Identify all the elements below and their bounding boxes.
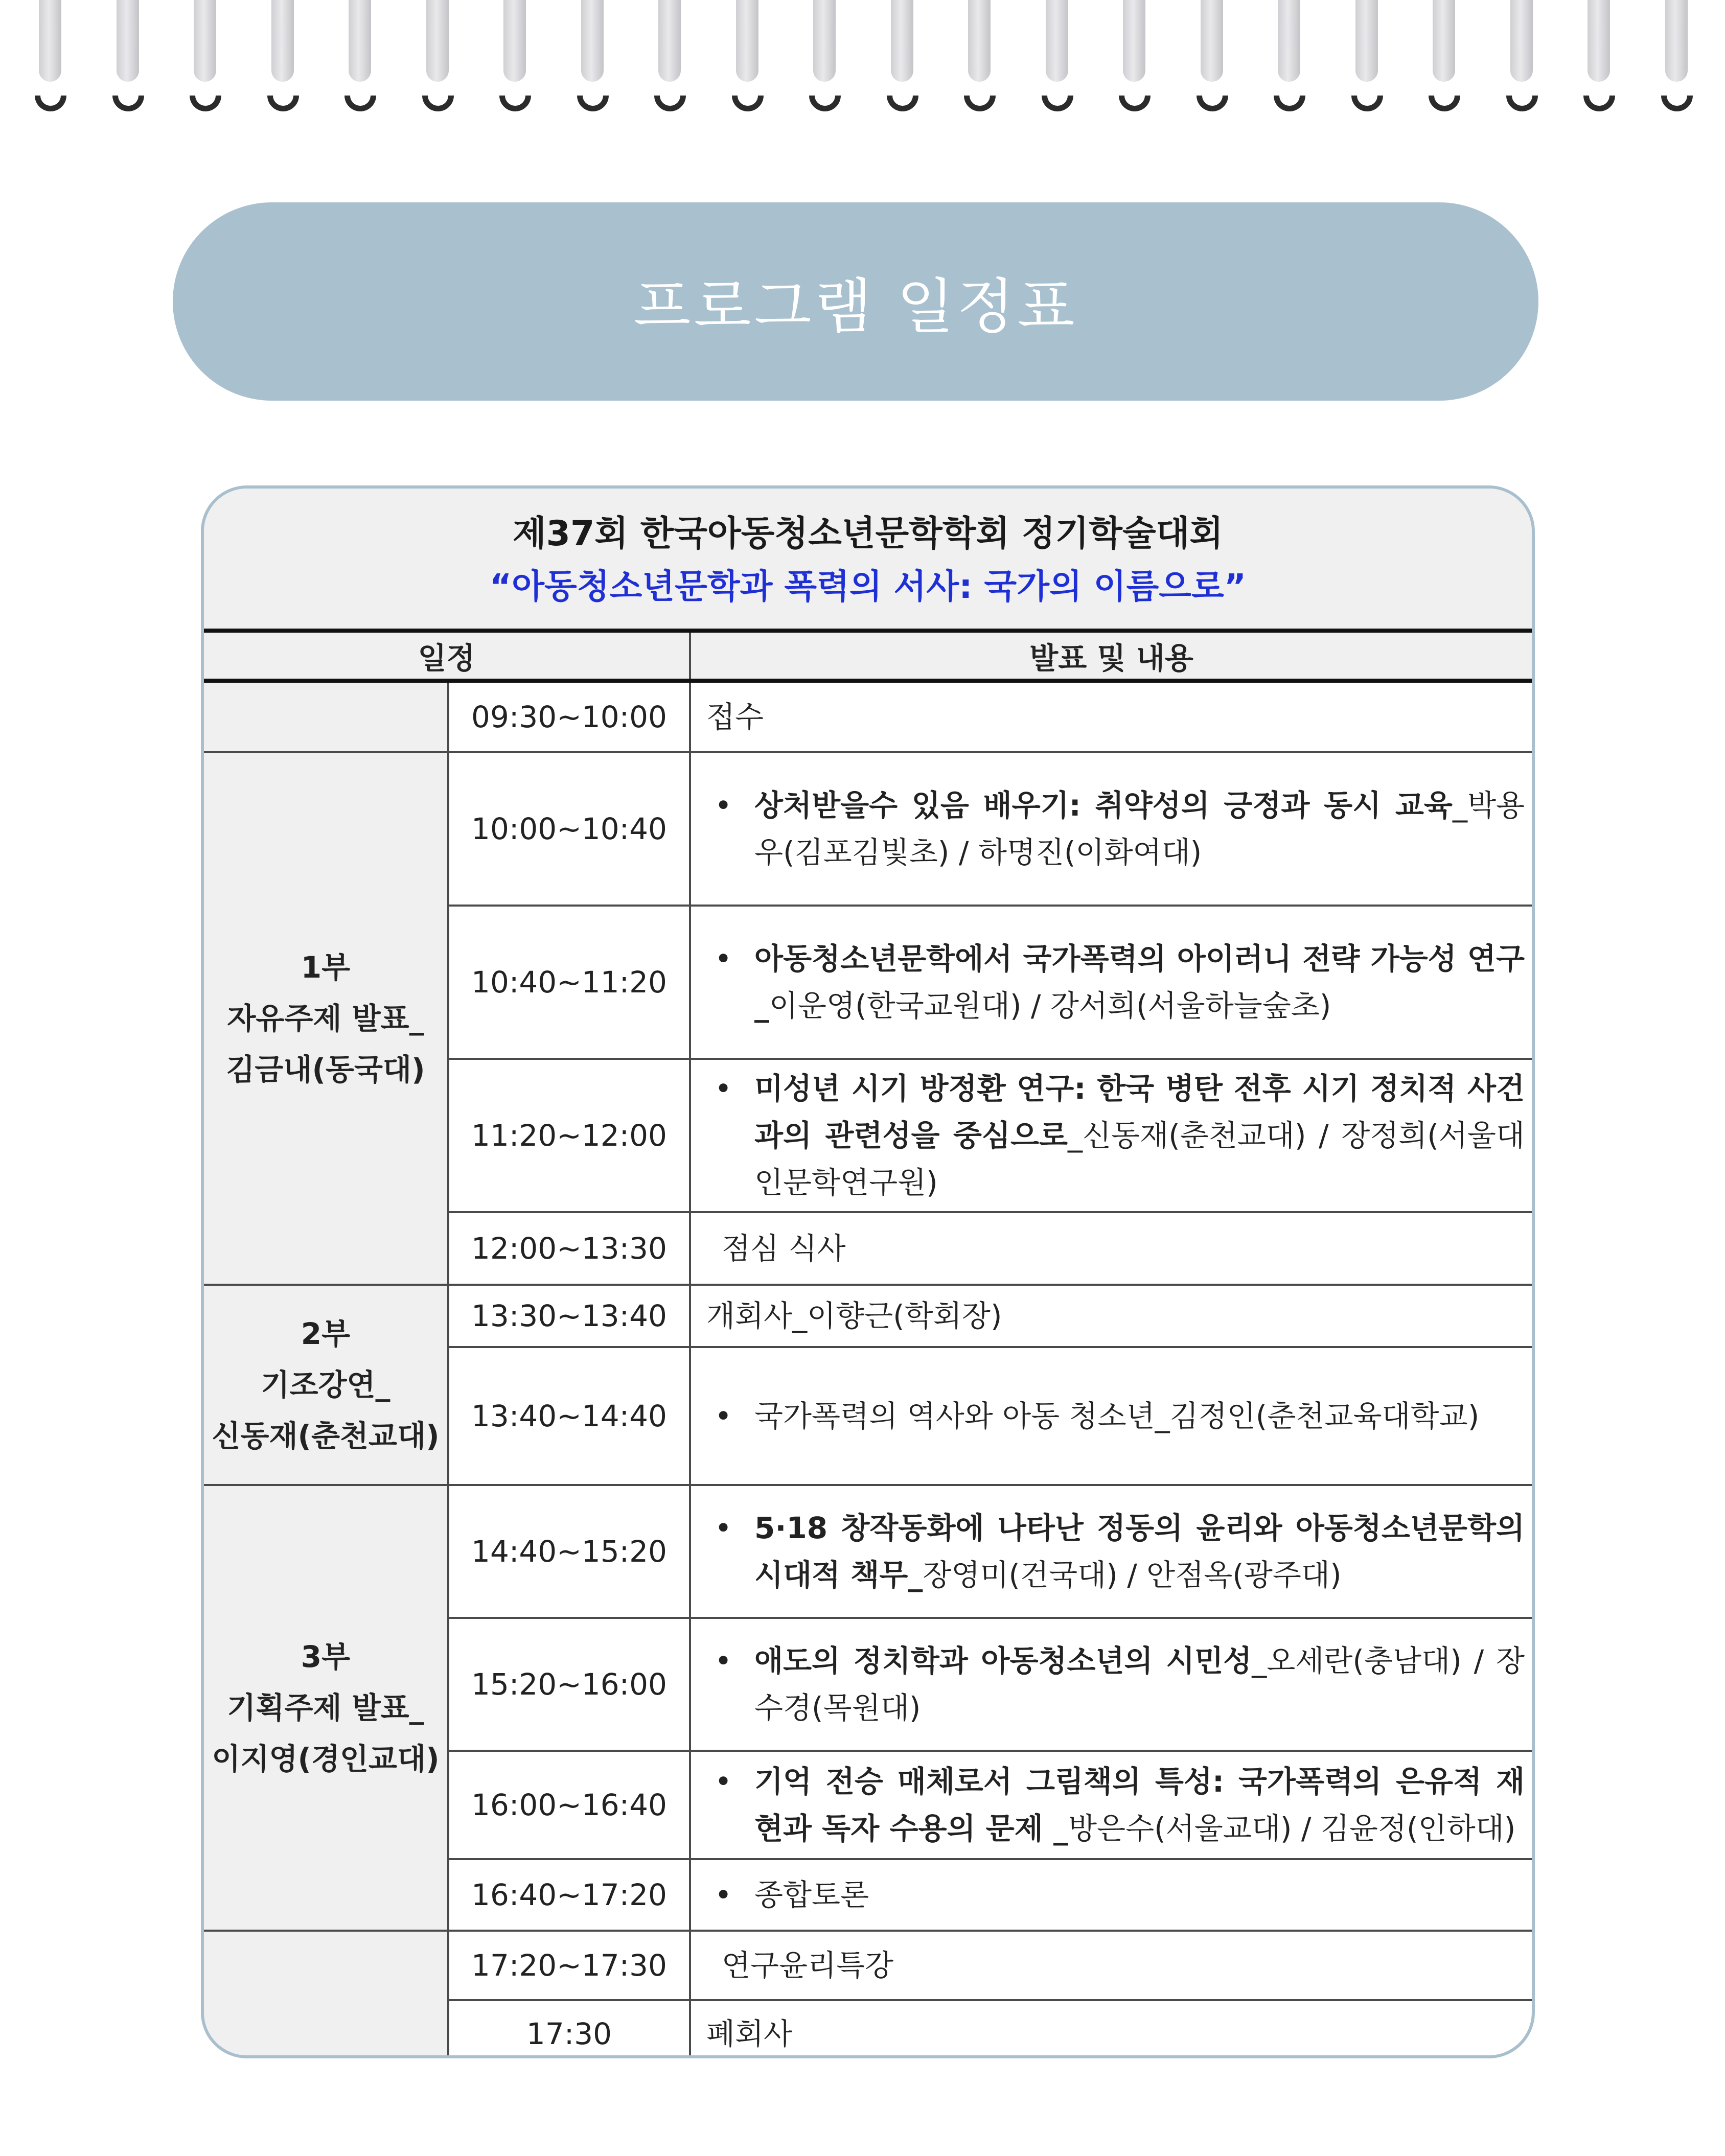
spiral-ring	[1274, 0, 1304, 117]
bullet-icon: •	[715, 1511, 732, 1545]
presenter-text: _박용우(김포김빛초) / 하명진(이화여대)	[754, 788, 1525, 870]
part-chair: 김금내(동국대)	[226, 1052, 425, 1087]
spiral-ring	[1351, 0, 1382, 117]
spiral-ring	[964, 0, 995, 117]
list-item	[706, 782, 1525, 876]
schedule-card	[201, 485, 1535, 2058]
content-cell	[690, 1059, 1532, 1212]
list-item	[706, 1065, 1525, 1206]
content-cell	[690, 752, 1532, 906]
bullet-icon: •	[715, 1399, 732, 1433]
spiral-ring	[809, 0, 840, 117]
part-cell-1	[204, 752, 448, 1285]
part-type: 기획주제 발표_	[227, 1690, 424, 1725]
spiral-ring	[267, 0, 298, 117]
content-cell	[690, 1285, 1532, 1347]
time-cell: 16:40~17:20	[448, 1859, 690, 1931]
time-cell: 09:30~10:00	[448, 681, 690, 752]
spiral-ring	[499, 0, 530, 117]
bullet-icon: •	[715, 1764, 732, 1799]
part-type: 자유주제 발표_	[227, 1001, 424, 1036]
spiral-ring	[577, 0, 608, 117]
presenter-text: 방은수(서울교대) / 김윤정(인하대)	[1068, 1811, 1516, 1846]
spiral-ring	[1506, 0, 1537, 117]
part-cell-empty	[204, 681, 448, 752]
table-row	[204, 1485, 1532, 1618]
time-cell: 17:20~17:30	[448, 1931, 690, 2000]
spiral-ring	[1042, 0, 1072, 117]
content-text: 접수	[706, 700, 764, 734]
spiral-ring	[887, 0, 917, 117]
time-cell: 12:00~13:30	[448, 1212, 690, 1285]
table-row	[204, 681, 1532, 752]
presentation-title: 기억 전승 매체로서 그림책의 특성: 국가폭력의 은유적 재현과 독자 수용의 문제 _	[754, 1764, 1525, 1846]
table-row	[204, 1285, 1532, 1347]
page-title: 프로그램 일정표	[633, 272, 1078, 341]
part-chair: 이지영(경인교대)	[212, 1742, 440, 1776]
content-cell	[690, 1618, 1532, 1751]
presentation-title: 5·18 창작동화에 나타난 정동의 윤리와 아동청소년문학의 시대적 책무_	[754, 1511, 1525, 1592]
header-content: 발표 및 내용	[690, 631, 1532, 681]
list-item	[706, 1758, 1525, 1852]
spiral-ring	[732, 0, 763, 117]
content-text: 점심 식사	[722, 1231, 846, 1266]
content-cell	[690, 906, 1532, 1059]
table-row	[204, 1931, 1532, 2000]
part-chair: 신동재(춘천교대)	[212, 1419, 440, 1453]
presenter-text: 이운영(한국교원대) / 강서희(서울하늘숲초)	[769, 988, 1331, 1023]
content-cell	[690, 1859, 1532, 1931]
presenter-text: _신동재(춘천교대) / 장정희(서울대 인문학연구원)	[754, 1118, 1525, 1200]
content-cell	[690, 1347, 1532, 1485]
schedule-table	[204, 629, 1532, 2058]
time-cell: 11:20~12:00	[448, 1059, 690, 1212]
part-label: 2부	[301, 1316, 351, 1351]
list-item	[706, 935, 1525, 1029]
list-item	[706, 1393, 1525, 1440]
spiral-ring	[1583, 0, 1614, 117]
spiral-ring	[1661, 0, 1692, 117]
header-schedule: 일정	[204, 631, 690, 681]
bullet-icon: •	[715, 941, 732, 976]
content-text: 폐회사	[706, 2016, 793, 2051]
presentation-title: 상처받을수 있음 배우기: 취약성의 긍정과 동시 교육	[754, 788, 1453, 823]
time-cell: 13:30~13:40	[448, 1285, 690, 1347]
conference-title: 제37회 한국아동청소년문학학회 정기학술대회	[512, 514, 1224, 554]
part-cell-2	[204, 1285, 448, 1485]
time-cell: 13:40~14:40	[448, 1347, 690, 1485]
list-item	[706, 1504, 1525, 1598]
conference-theme: “아동청소년문학과 폭력의 서사: 국가의 이름으로”	[489, 567, 1247, 606]
content-cell	[690, 1485, 1532, 1618]
presenter-text: _오세란(충남대) / 장수경(목원대)	[754, 1643, 1525, 1725]
spiral-ring	[1429, 0, 1459, 117]
bullet-icon: •	[715, 1643, 732, 1678]
time-cell: 17:30	[448, 2000, 690, 2058]
spiral-ring	[112, 0, 143, 117]
spiral-binding	[0, 0, 1725, 123]
spiral-ring	[344, 0, 375, 117]
presenter-text: 장영미(건국대) / 안점옥(광주대)	[923, 1558, 1342, 1592]
spiral-ring	[35, 0, 65, 117]
content-cell	[690, 1212, 1532, 1285]
spiral-ring	[1119, 0, 1149, 117]
part-cell-3	[204, 1485, 448, 1931]
spiral-ring	[654, 0, 685, 117]
part-label: 3부	[301, 1639, 351, 1674]
content-cell	[690, 2000, 1532, 2058]
bullet-icon: •	[715, 1071, 732, 1106]
spiral-ring	[190, 0, 220, 117]
list-item	[706, 1871, 1525, 1918]
time-cell: 16:00~16:40	[448, 1751, 690, 1859]
part-label: 1부	[301, 950, 351, 985]
table-header-row	[204, 631, 1532, 681]
time-cell: 14:40~15:20	[448, 1485, 690, 1618]
page-title-banner	[173, 202, 1538, 401]
bullet-icon: •	[715, 1877, 732, 1912]
presenter-text: 국가폭력의 역사와 아동 청소년_김정인(춘천교육대학교)	[754, 1399, 1480, 1433]
presentation-title: 미성년 시기 방정환 연구: 한국 병탄 전후 시기 정치적 사건과의 관련성을 중심으로	[754, 1071, 1525, 1153]
time-cell: 10:40~11:20	[448, 906, 690, 1059]
table-row	[204, 752, 1532, 906]
spiral-ring	[422, 0, 453, 117]
part-cell-empty	[204, 1931, 448, 2058]
content-cell	[690, 1931, 1532, 2000]
content-cell	[690, 681, 1532, 752]
time-cell: 15:20~16:00	[448, 1618, 690, 1751]
content-text: 연구윤리특강	[722, 1948, 894, 1983]
presentation-title: 아동청소년문학에서 국가폭력의 아이러니 전략 가능성 연구_	[754, 941, 1525, 1023]
list-item	[706, 1637, 1525, 1731]
presenter-text: 종합토론	[754, 1877, 869, 1912]
part-type: 기조강연_	[261, 1367, 390, 1402]
bullet-icon: •	[715, 788, 732, 823]
content-cell	[690, 1751, 1532, 1859]
content-text: 개회사_이향근(학회장)	[706, 1299, 1002, 1333]
spiral-ring	[1197, 0, 1227, 117]
time-cell: 10:00~10:40	[448, 752, 690, 906]
card-header	[204, 489, 1532, 632]
presentation-title: 애도의 정치학과 아동청소년의 시민성	[754, 1643, 1252, 1678]
